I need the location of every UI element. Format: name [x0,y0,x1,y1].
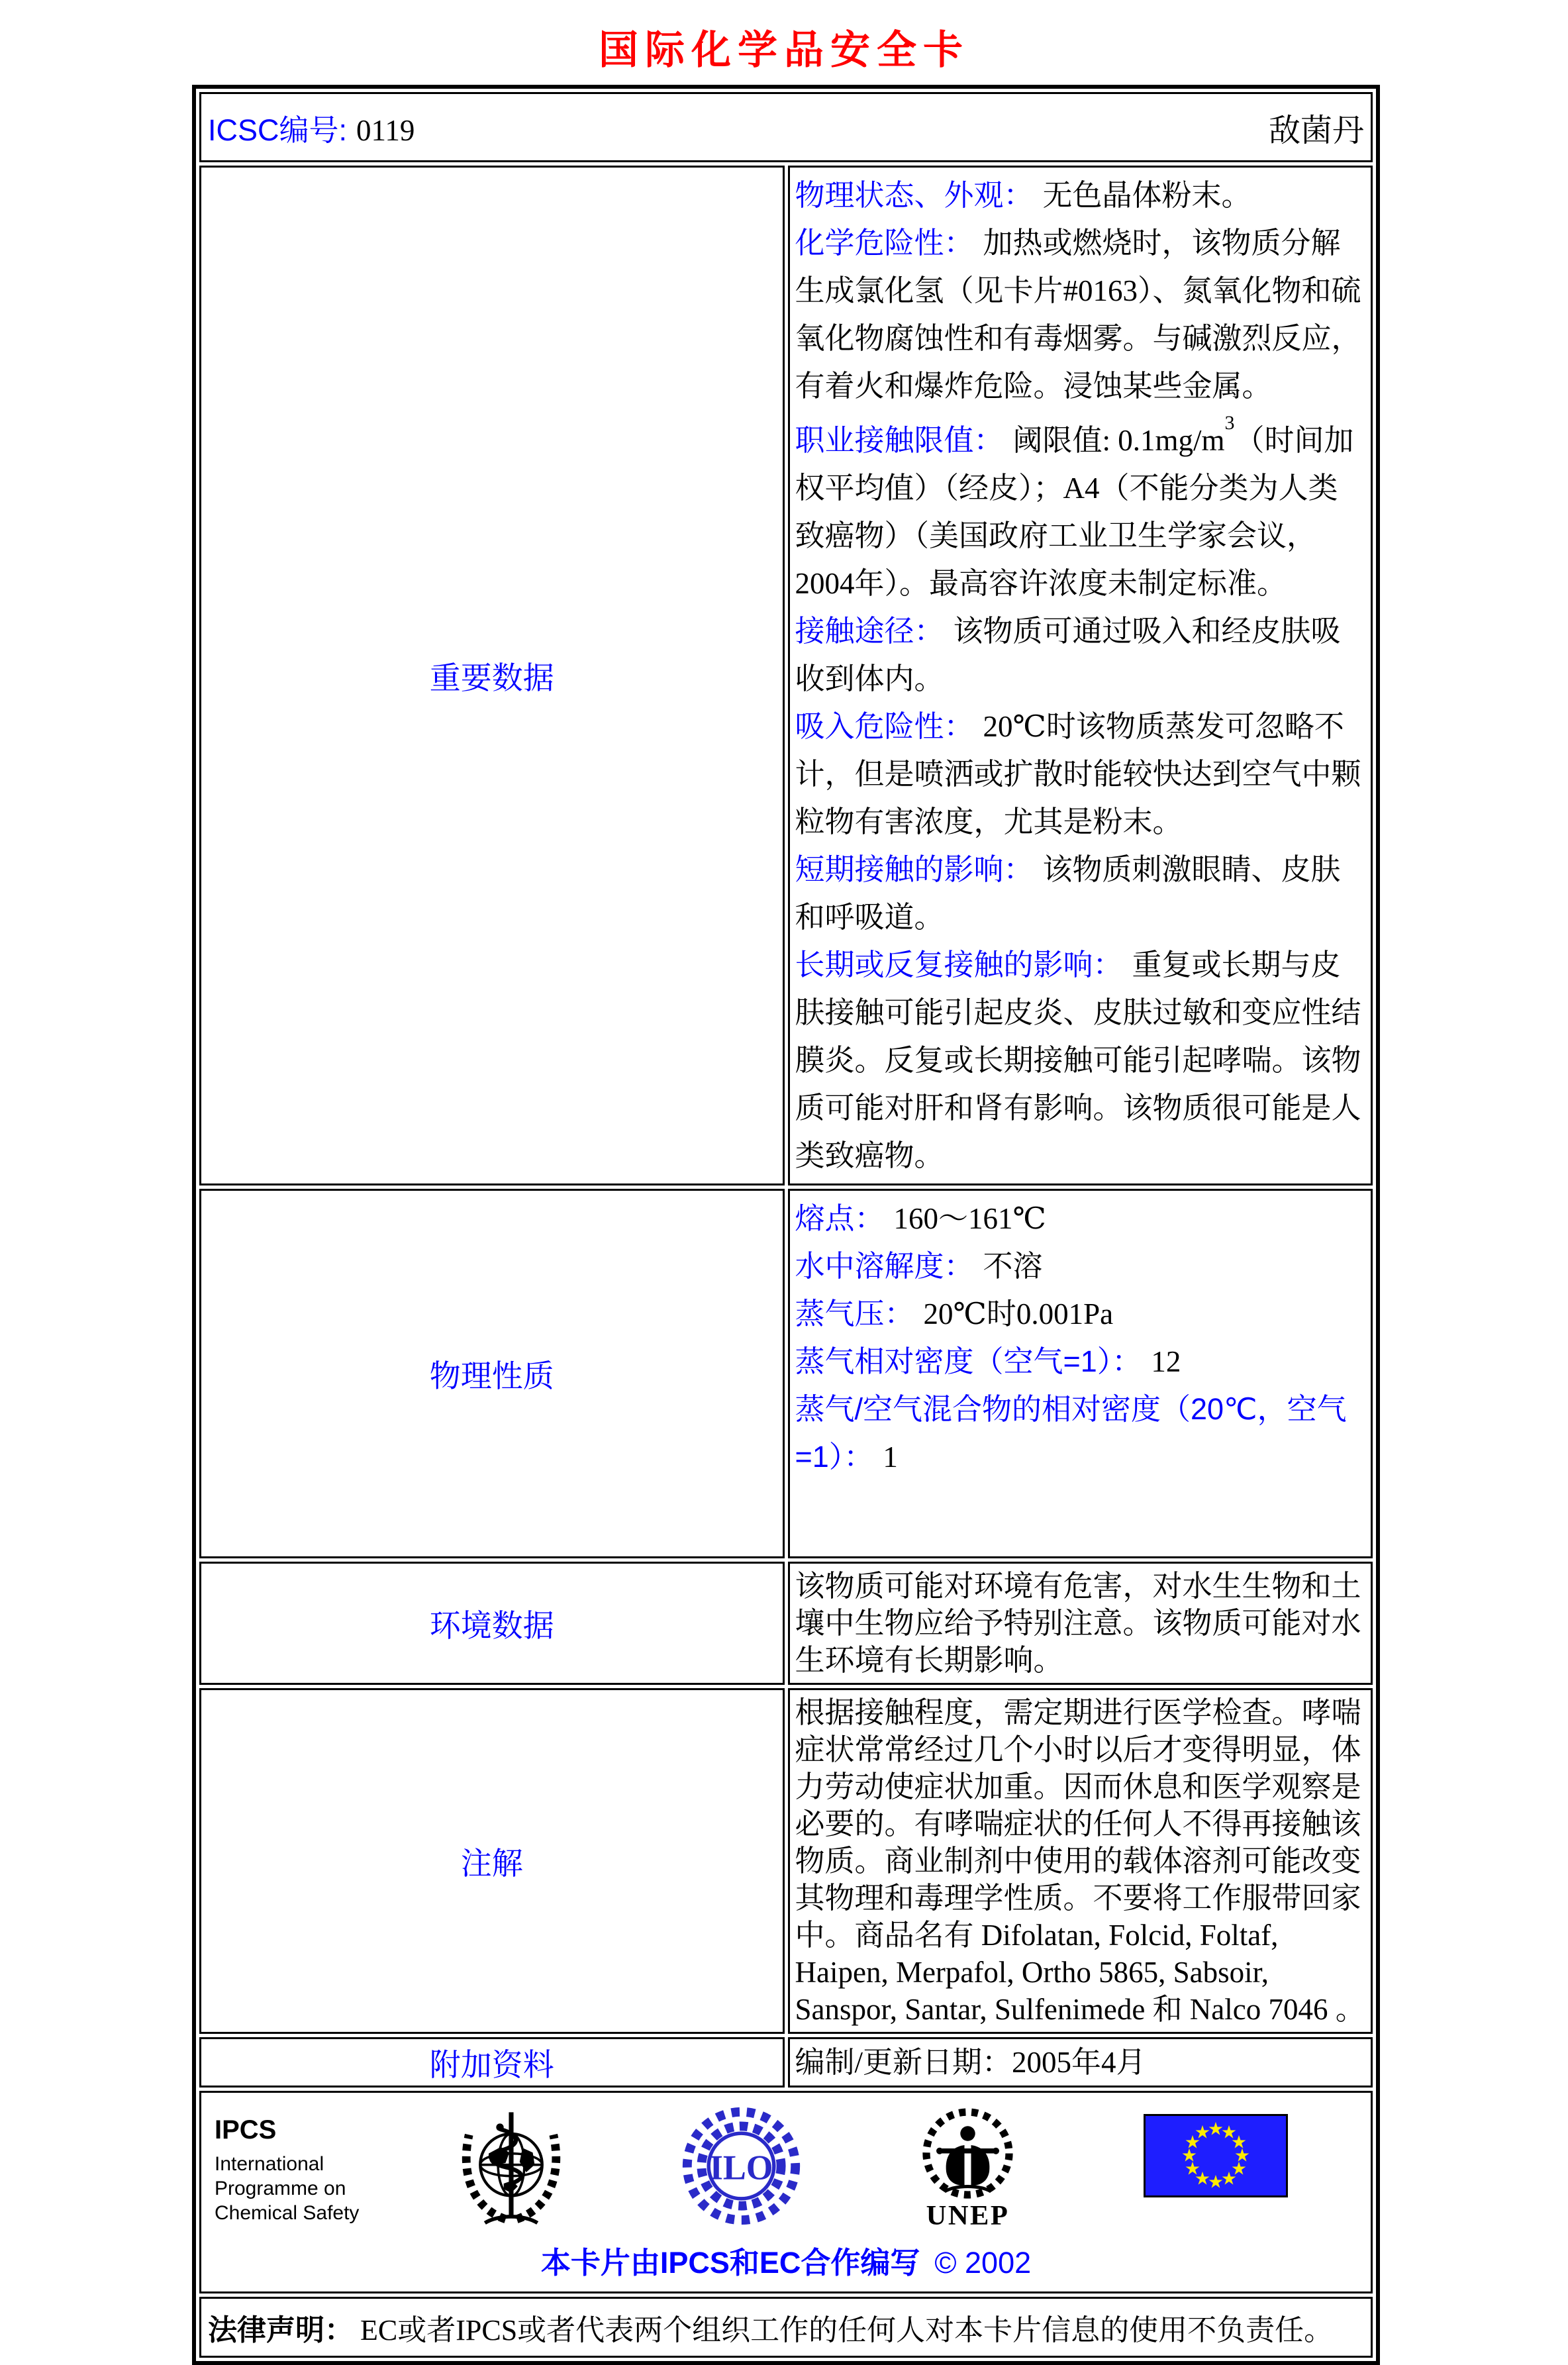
item-value: 1 [883,1440,898,1474]
chemical-name: 敌菌丹 [1268,113,1364,148]
eu-flag-star: ★ [1184,2132,1201,2153]
header-row [199,92,1373,162]
header-cell [199,92,1373,162]
important-data-content [788,166,1373,1185]
eu-flag-star: ★ [1220,2168,1238,2189]
paragraph-text: 重复或长期与皮肤接触可能引起皮炎、皮肤过敏和变应性结膜炎。反复或长期接触可能引起哮喘。该物质可能对肝和肾有影响。该物质很可能是人类致癌物。 [795,948,1361,1172]
safety-card-table [192,85,1380,2365]
item-label: 蒸气压： [795,1297,914,1331]
paragraph-label: 短期接触的影响： [795,852,1034,886]
icsc-number-group [208,106,415,149]
logos-cell [199,2091,1373,2293]
paragraph-inhalation-risk [795,703,1366,846]
physical-item-melting-point [795,1195,1366,1242]
legal-row [199,2297,1373,2358]
paragraph-occupational-limits [795,410,1366,607]
legal-notice-label: 法律声明： [208,2314,354,2346]
physical-properties-content [788,1189,1373,1558]
row-label-additional-info: 附加资料 [199,2037,785,2088]
paragraph-short-term-effects [795,846,1366,941]
ilo-logo-icon [680,2105,803,2227]
eu-flag-star: ★ [1184,2158,1201,2180]
eu-flag-star: ★ [1207,2119,1224,2140]
legal-cell [199,2297,1373,2358]
legal-notice-text: EC或者IPCS或者代表两个组织工作的任何人对本卡片信息的使用不负责任。 [360,2314,1334,2346]
update-date-value: 2005年4月 [1012,2046,1146,2079]
ipcs-title: IPCS [215,2115,277,2144]
item-value: 12 [1151,1345,1181,1378]
environmental-data-content [788,1562,1373,1685]
who-logo-icon [455,2102,567,2231]
item-value: 20℃时0.001Pa [923,1297,1114,1331]
paragraph-text: 加热或燃烧时，该物质分解生成氯化氢（见卡片#0163）、氮氧化物和硫氧化物腐蚀性和有毒烟雾。与碱激烈反应，有着火和爆炸危险。浸蚀某些金属。 [795,226,1361,403]
row-label-physical-properties: 物理性质 [199,1189,785,1558]
superscript-3: 3 [1224,412,1235,434]
paragraph-long-term-effects [795,941,1366,1180]
ilo-logo-text: ILO [709,2148,773,2188]
notes-text: 根据接触程度，需定期进行医学检查。哮喘症状常常经过几个小时以后才变得明显，体力劳动使症状加重。因而休息和医学观察是必要的。有哮喘症状的任何人不得再接触该物质。商业制剂中使用的载体溶剂可能改变其物理和毒理学性质。不要将工作服带回家中。商品名有 Difolatan, Folcid, Foltaf, Haipen, Merpafol, Ortho 5865, Sabsoir, Sanspor, Santar, Sulfenimede 和 Nalco 7046 。 [795,1696,1365,2026]
paragraph-label: 吸入危险性： [795,709,974,743]
logos-row [199,2091,1373,2293]
paragraph-label: 物理状态、外观： [795,178,1034,212]
ipcs-text-block [215,2115,380,2225]
item-label: 熔点： [795,1201,885,1235]
physical-item-vapor-air-density [795,1385,1366,1481]
important-data-row [199,166,1373,1185]
unep-logo-text: UNEP [926,2200,1010,2231]
paragraph-text: 20℃时该物质蒸发可忽略不计，但是喷洒或扩散时能较快达到空气中颗粒物有害浓度，尤其是粉末。 [795,710,1361,838]
eu-flag-icon [1144,2114,1288,2197]
paragraph-exposure-routes [795,607,1366,703]
credit-line [208,2239,1364,2282]
ipcs-line: Programme on [215,2178,346,2199]
eu-flag-star: ★ [1230,2158,1248,2180]
icsc-number-label: ICSC编号: [208,113,348,147]
notes-row [199,1688,1373,2034]
paragraph-chemical-danger [795,219,1366,410]
physical-item-vapor-pressure [795,1290,1366,1338]
environmental-data-row [199,1562,1373,1685]
paragraph-physical-state [795,172,1366,219]
physical-item-water-solubility [795,1242,1366,1290]
page-title: 国际化学品安全卡 [599,28,969,72]
item-label: 水中溶解度： [795,1249,974,1283]
physical-item-vapor-density [795,1338,1366,1385]
row-label-important-data: 重要数据 [199,166,785,1185]
eu-flag-star: ★ [1234,2145,1251,2166]
eu-flag-star: ★ [1181,2145,1198,2166]
item-label: 蒸气/空气混合物的相对密度（20℃，空气=1）： [795,1392,1347,1474]
unep-logo-icon [910,2102,1026,2235]
update-date-label: 编制/更新日期： [795,2046,1012,2079]
item-label: 蒸气相对密度（空气=1）： [795,1344,1142,1378]
eu-flag-star: ★ [1220,2122,1238,2143]
eu-flag-star: ★ [1207,2172,1224,2193]
paragraph-text: 无色晶体粉末。 [1042,179,1251,212]
physical-properties-row [199,1189,1373,1558]
paragraph-label: 长期或反复接触的影响： [795,948,1123,981]
eu-flag-star: ★ [1194,2168,1211,2189]
header-flex [208,105,1364,150]
environmental-text: 该物质可能对环境有危害，对水生生物和土壤中生物应给予特别注意。该物质可能对水生环境有长期影响。 [795,1570,1361,1677]
copyright-text: © 2002 [934,2246,1032,2280]
additional-info-content [788,2037,1373,2088]
row-label-environmental-data: 环境数据 [199,1562,785,1685]
paragraph-label: 化学危险性： [795,226,974,260]
paragraph-text: （时间加权平均值）（经皮）；A4（不能分类为人类致癌物）（美国政府工业卫生学家会议，2004年）。最高容许浓度未制定标准。 [795,424,1354,600]
eu-flag-star: ★ [1230,2132,1248,2153]
paragraph-label: 接触途径： [795,614,944,648]
item-value: 160～161℃ [893,1202,1046,1235]
ipcs-line: International [215,2153,324,2175]
paragraph-label: 职业接触限值： [795,423,1004,457]
paragraph-text: 阈限值: 0.1mg/m [1012,424,1225,457]
additional-info-row [199,2037,1373,2088]
paragraph-text: 该物质可通过吸入和经皮肤吸收到体内。 [795,615,1341,695]
logos-strip [208,2102,1364,2235]
item-value: 不溶 [983,1250,1043,1283]
notes-content [788,1688,1373,2034]
ipcs-line: Chemical Safety [215,2202,360,2224]
eu-flag-star: ★ [1194,2122,1211,2143]
credit-text: 本卡片由IPCS和EC合作编写 [540,2246,920,2280]
icsc-number-value: 0119 [356,113,415,147]
paragraph-text: 该物质刺激眼睛、皮肤和呼吸道。 [795,853,1341,934]
row-label-notes: 注解 [199,1688,785,2034]
